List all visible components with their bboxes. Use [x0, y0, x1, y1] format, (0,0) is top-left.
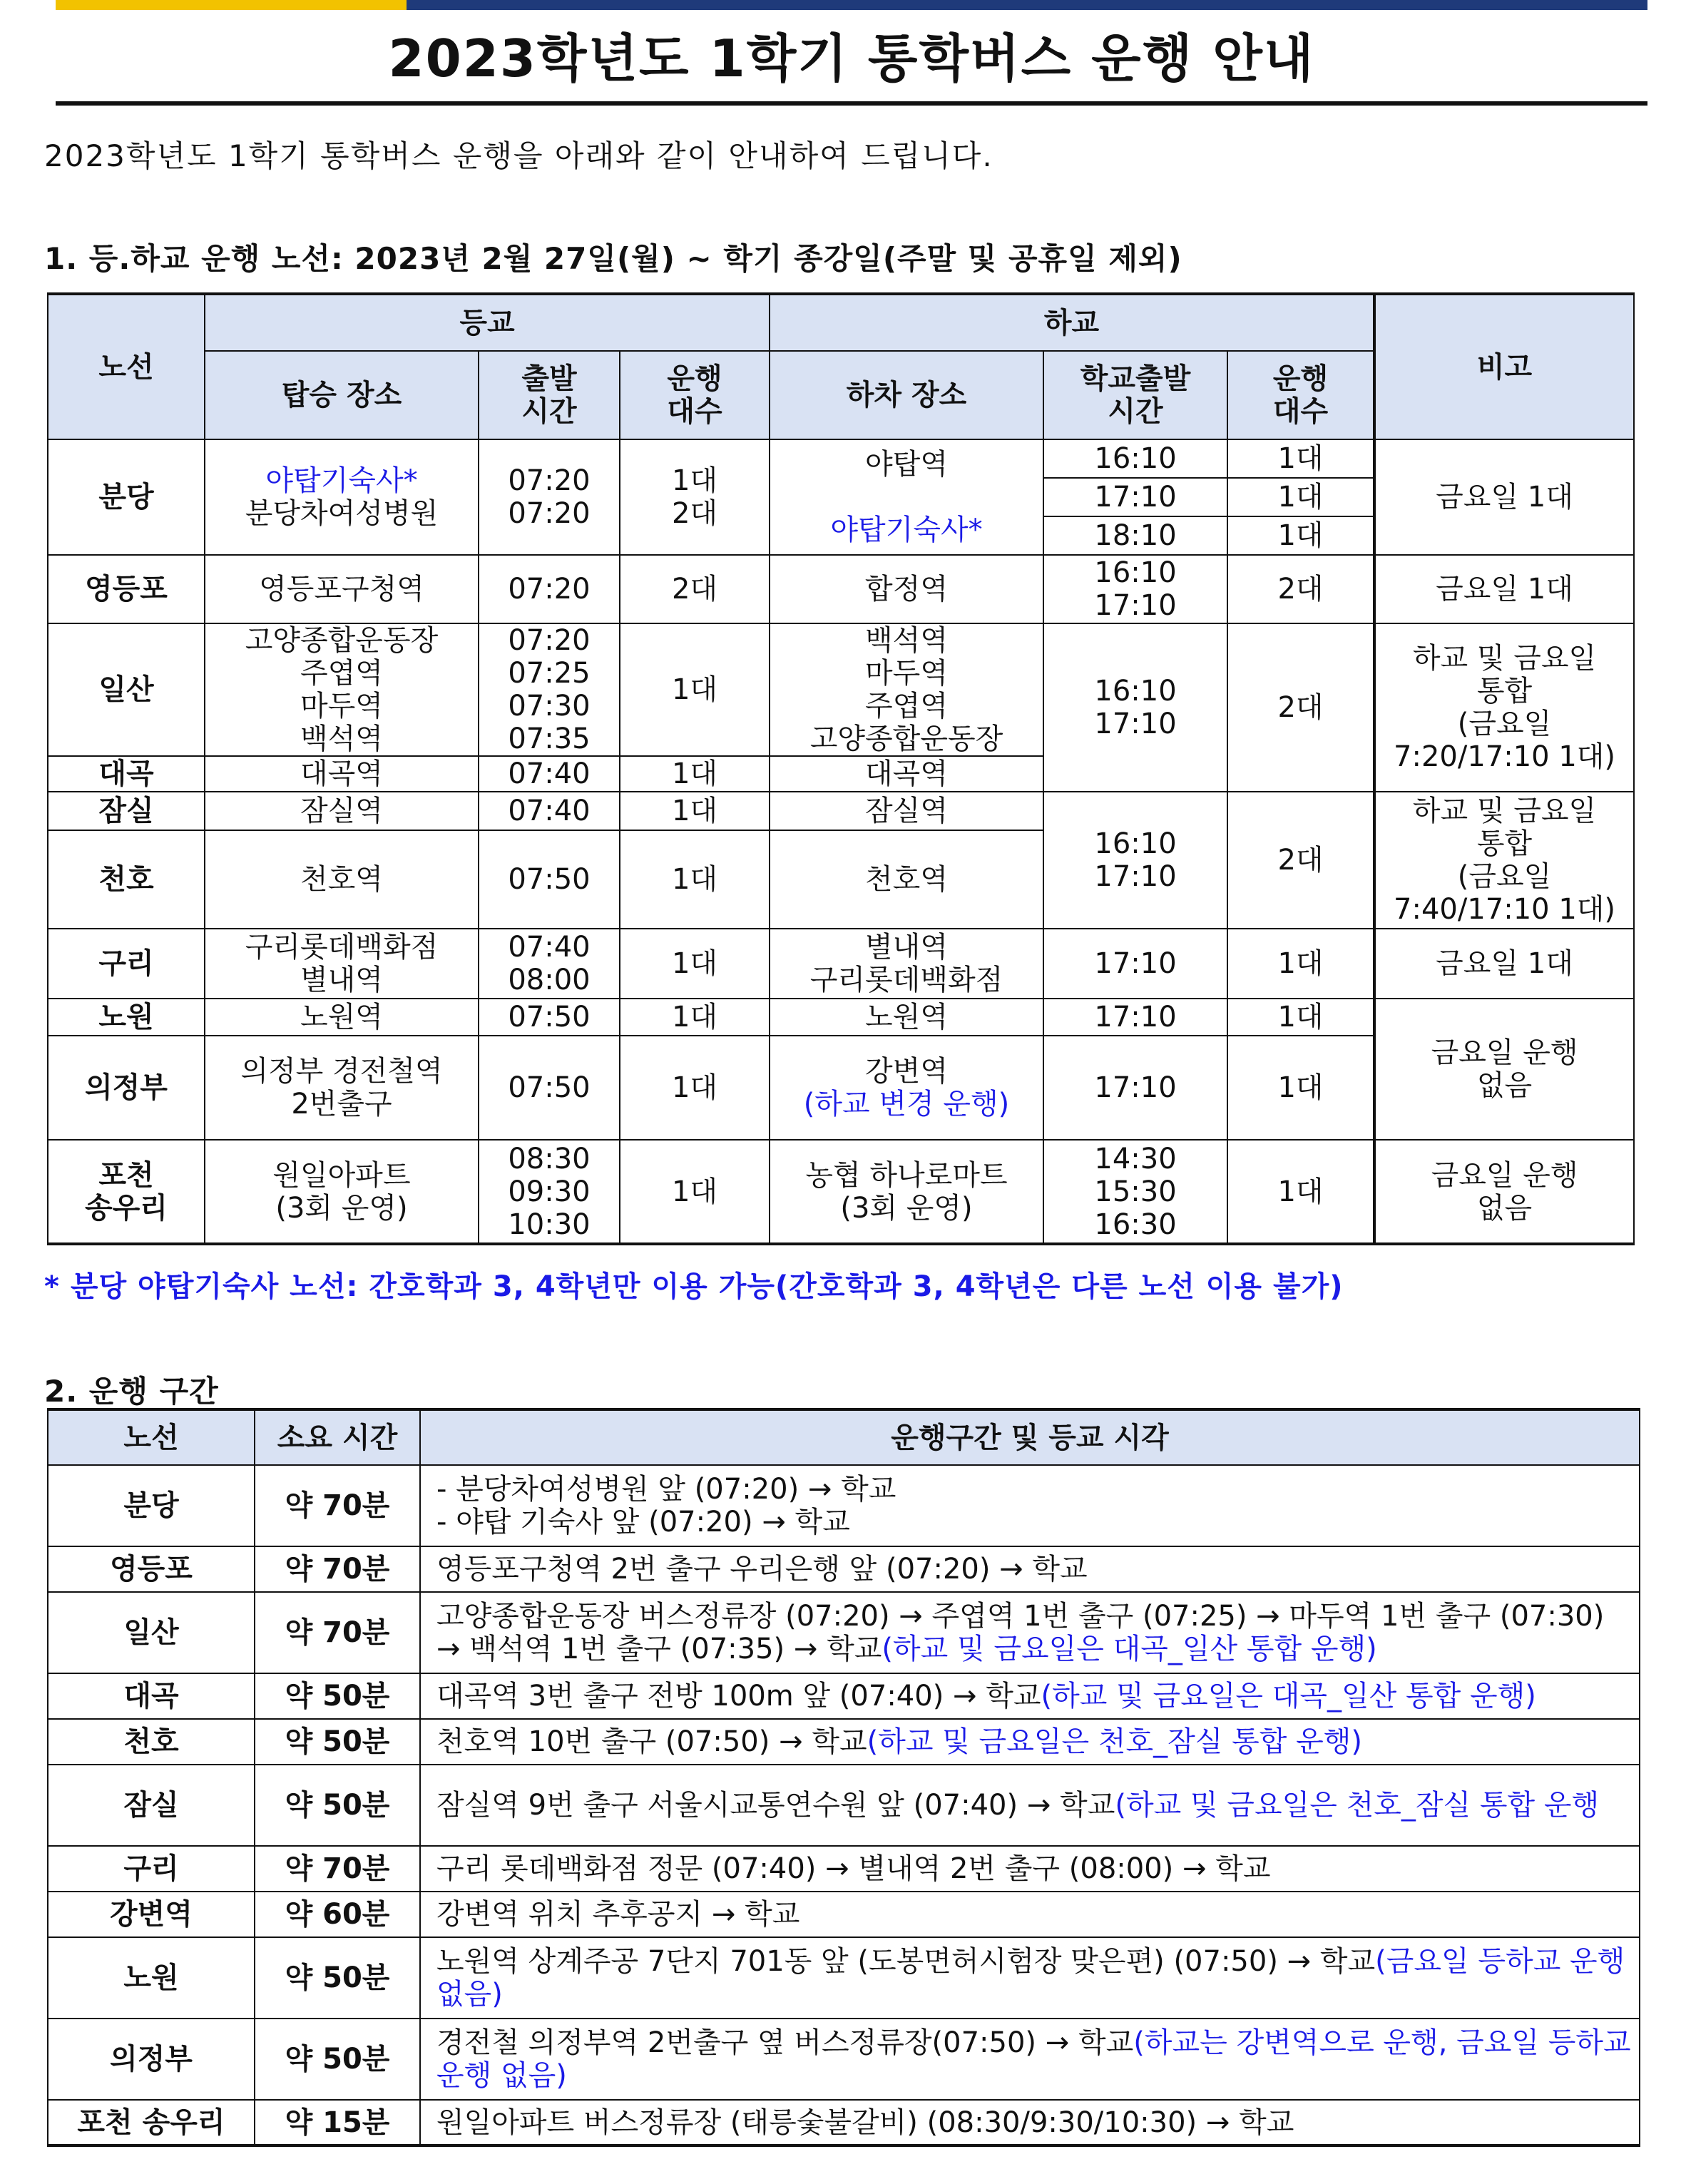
- table-row: [48, 1592, 1640, 1673]
- bus-count-return: 1대: [1227, 999, 1374, 1036]
- departure-time: 07:50: [479, 830, 620, 929]
- route-description: [420, 1673, 1640, 1719]
- bus-count: 1대: [620, 929, 770, 999]
- route-description-text: 경전철 의정부역 2번출구 옆 버스정류장(07:50) → 학교: [436, 2026, 1134, 2059]
- departure-time: 07:20 07:20: [479, 439, 620, 555]
- title-divider: [56, 101, 1647, 106]
- remark: 금요일 1대: [1374, 439, 1634, 555]
- drop-place-station: 강변역: [865, 1055, 948, 1088]
- route-name: 잠실: [48, 792, 205, 830]
- header-route: 노선: [48, 1409, 255, 1465]
- table-row: [48, 1673, 1640, 1719]
- header-bus-count-return: 운행 대수: [1227, 351, 1374, 439]
- header-route: 노선: [48, 294, 205, 439]
- route-name: 구리: [48, 1846, 255, 1892]
- route-name: 분당: [48, 1465, 255, 1546]
- travel-time: 약 70분: [255, 1846, 420, 1892]
- drop-place: 별내역 구리롯데백화점: [770, 929, 1043, 999]
- drop-place: 잠실역: [770, 792, 1043, 830]
- footnote-bundang-dorm: * 분당 야탑기숙사 노선: 간호학과 3, 4학년만 이용 가능(간호학과 3, 4학년은 다른 노선 이용 불가): [44, 1270, 1344, 1303]
- drop-place-dorm: 야탑기숙사*: [830, 514, 983, 546]
- bus-count-return: 1대: [1227, 1140, 1374, 1244]
- route-name: 분당: [48, 439, 205, 555]
- drop-place-note: (하교 변경 운행): [803, 1088, 1010, 1121]
- table-row: [48, 555, 1634, 623]
- route-name: 노원: [48, 1937, 255, 2019]
- boarding-place: 고양종합운동장 주엽역 마두역 백석역: [205, 623, 479, 756]
- boarding-place: 대곡역: [205, 756, 479, 792]
- route-name: 의정부: [48, 1036, 205, 1140]
- header-school-departure: 학교출발 시간: [1043, 351, 1227, 439]
- bus-count: 1대: [620, 1140, 770, 1244]
- bus-count: 1대 2대: [620, 439, 770, 555]
- departure-time: 08:30 09:30 10:30: [479, 1140, 620, 1244]
- table-row: [48, 1892, 1640, 1937]
- school-departure-time: 17:10: [1043, 1036, 1227, 1140]
- route-description-note: (하교는 강변역으로 운행, 금요일 등하교 운행 없음): [436, 2026, 1631, 2092]
- bus-count-return: 1대: [1227, 929, 1374, 999]
- bus-count-return: 2대: [1227, 623, 1374, 792]
- drop-place: 노원역: [770, 999, 1043, 1036]
- remark: 금요일 운행 없음: [1374, 999, 1634, 1140]
- route-name: 일산: [48, 1592, 255, 1673]
- route-name: 강변역: [48, 1892, 255, 1937]
- section-2-heading: 2. 운행 구간: [44, 1374, 219, 1409]
- table-row: [48, 1937, 1640, 2019]
- header-accent-bar-navy: [407, 0, 1647, 10]
- route-name: 영등포: [48, 555, 205, 623]
- bus-count: 1대: [620, 792, 770, 830]
- route-description: [420, 1892, 1640, 1937]
- school-departure-time: 17:10: [1043, 929, 1227, 999]
- header-boarding-place: 탑승 장소: [205, 351, 479, 439]
- route-description: [420, 1546, 1640, 1592]
- route-detail-table: [47, 1408, 1640, 2147]
- bus-count-return: 1대: [1227, 439, 1374, 478]
- departure-time: 07:50: [479, 999, 620, 1036]
- route-name: 일산: [48, 623, 205, 756]
- table-row: [48, 623, 1634, 756]
- boarding-place: 의정부 경전철역 2번출구: [205, 1036, 479, 1140]
- departure-time: 07:20 07:25 07:30 07:35: [479, 623, 620, 756]
- bus-count: 1대: [620, 623, 770, 756]
- school-departure-time: 14:30 15:30 16:30: [1043, 1140, 1227, 1244]
- drop-place: 천호역: [770, 830, 1043, 929]
- table-row: [48, 1140, 1634, 1244]
- table-row: [48, 1465, 1640, 1546]
- departure-time: 07:20: [479, 555, 620, 623]
- departure-time: 07:50: [479, 1036, 620, 1140]
- route-description-note: (하교 및 금요일은 천호_잠실 통합 운행: [1115, 1789, 1600, 1822]
- departure-time: 07:40 08:00: [479, 929, 620, 999]
- route-name: 천호: [48, 1719, 255, 1765]
- boarding-place: 영등포구청역: [205, 555, 479, 623]
- boarding-place: [205, 439, 479, 555]
- route-description-note: (금요일 등하교 운행 없음): [436, 1945, 1625, 2011]
- drop-place: [770, 439, 1043, 555]
- travel-time: 약 70분: [255, 1546, 420, 1592]
- route-description: [420, 2019, 1640, 2100]
- drop-place: 대곡역: [770, 756, 1043, 792]
- drop-place: [770, 1036, 1043, 1140]
- route-description-text: 강변역 위치 추후공지 → 학교: [436, 1898, 800, 1931]
- departure-time: 07:40: [479, 792, 620, 830]
- table-row: [48, 929, 1634, 999]
- boarding-place-hospital: 분당차여성병원: [245, 497, 439, 530]
- header-accent-bar-yellow: [56, 0, 407, 10]
- route-description-text: 노원역 상계주공 7단지 701동 앞 (도봉면허시험장 맞은편) (07:50) → 학교: [436, 1945, 1376, 1978]
- departure-time: 07:40: [479, 756, 620, 792]
- travel-time: 약 50분: [255, 1673, 420, 1719]
- route-description-text: 잠실역 9번 출구 서울시교통연수원 앞 (07:40) → 학교: [436, 1789, 1115, 1822]
- table-row: [48, 1719, 1640, 1765]
- bus-count-return: 1대: [1227, 516, 1374, 555]
- travel-time: 약 60분: [255, 1892, 420, 1937]
- drop-place: 백석역 마두역 주엽역 고양종합운동장: [770, 623, 1043, 756]
- route-name: 천호: [48, 830, 205, 929]
- header-remark: 비고: [1374, 294, 1634, 439]
- route-name: 잠실: [48, 1765, 255, 1846]
- route-description: [420, 1846, 1640, 1892]
- table-row: [48, 2019, 1640, 2100]
- bus-count: 1대: [620, 756, 770, 792]
- route-schedule-table: [47, 292, 1635, 1245]
- bus-count: 1대: [620, 830, 770, 929]
- remark: 금요일 운행 없음: [1374, 1140, 1634, 1244]
- bus-count: 2대: [620, 555, 770, 623]
- header-drop-place: 하차 장소: [770, 351, 1043, 439]
- route-description: [420, 1937, 1640, 2019]
- header-departure-time: 출발 시간: [479, 351, 620, 439]
- bus-count: 1대: [620, 999, 770, 1036]
- header-bus-count: 운행 대수: [620, 351, 770, 439]
- route-description-text: - 분당차여성병원 앞 (07:20) → 학교 - 야탑 기숙사 앞 (07:20) → 학교: [436, 1473, 896, 1539]
- travel-time: 약 50분: [255, 1937, 420, 2019]
- drop-place-station: 야탑역: [865, 448, 948, 481]
- drop-place: 합정역: [770, 555, 1043, 623]
- section-1-heading: 1. 등.하교 운행 노선: 2023년 2월 27일(월) ~ 학기 종강일(주말 및 공휴일 제외): [44, 241, 1182, 276]
- bus-count-return: 2대: [1227, 555, 1374, 623]
- boarding-place: 잠실역: [205, 792, 479, 830]
- route-description-note: (하교 및 금요일은 대곡_일산 통합 운행): [1041, 1680, 1536, 1713]
- route-description-note: (하교 및 금요일은 대곡_일산 통합 운행): [882, 1633, 1377, 1665]
- route-name: 노원: [48, 999, 205, 1036]
- school-departure-time: 16:10: [1043, 439, 1227, 478]
- school-departure-time: 16:10 17:10: [1043, 623, 1227, 792]
- school-departure-time: 17:10: [1043, 999, 1227, 1036]
- boarding-place: 원일아파트 (3회 운영): [205, 1140, 479, 1244]
- table-row: [48, 1846, 1640, 1892]
- header-go-school: 등교: [205, 294, 770, 351]
- school-departure-time: 17:10: [1043, 478, 1227, 516]
- table-row: [48, 439, 1634, 478]
- table-row: [48, 1765, 1640, 1846]
- bus-count-return: 1대: [1227, 1036, 1374, 1140]
- remark: 하교 및 금요일 통합 (금요일 7:40/17:10 1대): [1374, 792, 1634, 929]
- drop-place: 농협 하나로마트 (3회 운영): [770, 1140, 1043, 1244]
- route-description-text: 고양종합운동장 버스정류장 (07:20) → 주엽역 1번 출구 (07:25) → 마두역 1번 출구 (07:30) → 백석역 1번 출구 (07:35) → 학교: [436, 1600, 1605, 1665]
- header-route-description: 운행구간 및 등교 시각: [420, 1409, 1640, 1465]
- bus-count-return: 1대: [1227, 478, 1374, 516]
- travel-time: 약 50분: [255, 1719, 420, 1765]
- route-name: 구리: [48, 929, 205, 999]
- remark: 금요일 1대: [1374, 555, 1634, 623]
- boarding-place: 천호역: [205, 830, 479, 929]
- school-departure-time: 18:10: [1043, 516, 1227, 555]
- travel-time: 약 50분: [255, 1765, 420, 1846]
- route-description-text: 천호역 10번 출구 (07:50) → 학교: [436, 1725, 867, 1758]
- remark: 금요일 1대: [1374, 929, 1634, 999]
- route-name: 포천 송우리: [48, 2100, 255, 2145]
- travel-time: 약 70분: [255, 1592, 420, 1673]
- boarding-place-dorm: 야탑기숙사*: [265, 464, 418, 497]
- route-name: 영등포: [48, 1546, 255, 1592]
- travel-time: 약 70분: [255, 1465, 420, 1546]
- table-row: [48, 999, 1634, 1036]
- boarding-place: 구리롯데백화점 별내역: [205, 929, 479, 999]
- header-leave-school: 하교: [770, 294, 1374, 351]
- route-description: [420, 1765, 1640, 1846]
- remark: 하교 및 금요일 통합 (금요일 7:20/17:10 1대): [1374, 623, 1634, 792]
- bus-count-return: 2대: [1227, 792, 1374, 929]
- table-row: [48, 2100, 1640, 2145]
- school-departure-time: 16:10 17:10: [1043, 555, 1227, 623]
- route-name: 포천 송우리: [48, 1140, 205, 1244]
- travel-time: 약 15분: [255, 2100, 420, 2145]
- bus-count: 1대: [620, 1036, 770, 1140]
- intro-text: 2023학년도 1학기 통학버스 운행을 아래와 같이 안내하여 드립니다.: [44, 138, 993, 173]
- boarding-place: 노원역: [205, 999, 479, 1036]
- travel-time: 약 50분: [255, 2019, 420, 2100]
- route-description-text: 영등포구청역 2번 출구 우리은행 앞 (07:20) → 학교: [436, 1553, 1088, 1586]
- route-description-text: 대곡역 3번 출구 전방 100m 앞 (07:40) → 학교: [436, 1680, 1041, 1713]
- table-row: [48, 792, 1634, 830]
- page-title: 2023학년도 1학기 통학버스 운행 안내: [388, 29, 1315, 88]
- header-travel-time: 소요 시간: [255, 1409, 420, 1465]
- route-description: [420, 2100, 1640, 2145]
- route-name: 대곡: [48, 1673, 255, 1719]
- table-row: [48, 1546, 1640, 1592]
- route-description: [420, 1465, 1640, 1546]
- route-description: [420, 1592, 1640, 1673]
- route-description-note: (하교 및 금요일은 천호_잠실 통합 운행): [867, 1725, 1362, 1758]
- route-description-text: 원일아파트 버스정류장 (태릉숯불갈비) (08:30/9:30/10:30) → 학교: [436, 2106, 1294, 2139]
- school-departure-time: 16:10 17:10: [1043, 792, 1227, 929]
- route-description-text: 구리 롯데백화점 정문 (07:40) → 별내역 2번 출구 (08:00) → 학교: [436, 1852, 1271, 1885]
- route-description: [420, 1719, 1640, 1765]
- route-name: 대곡: [48, 756, 205, 792]
- route-name: 의정부: [48, 2019, 255, 2100]
